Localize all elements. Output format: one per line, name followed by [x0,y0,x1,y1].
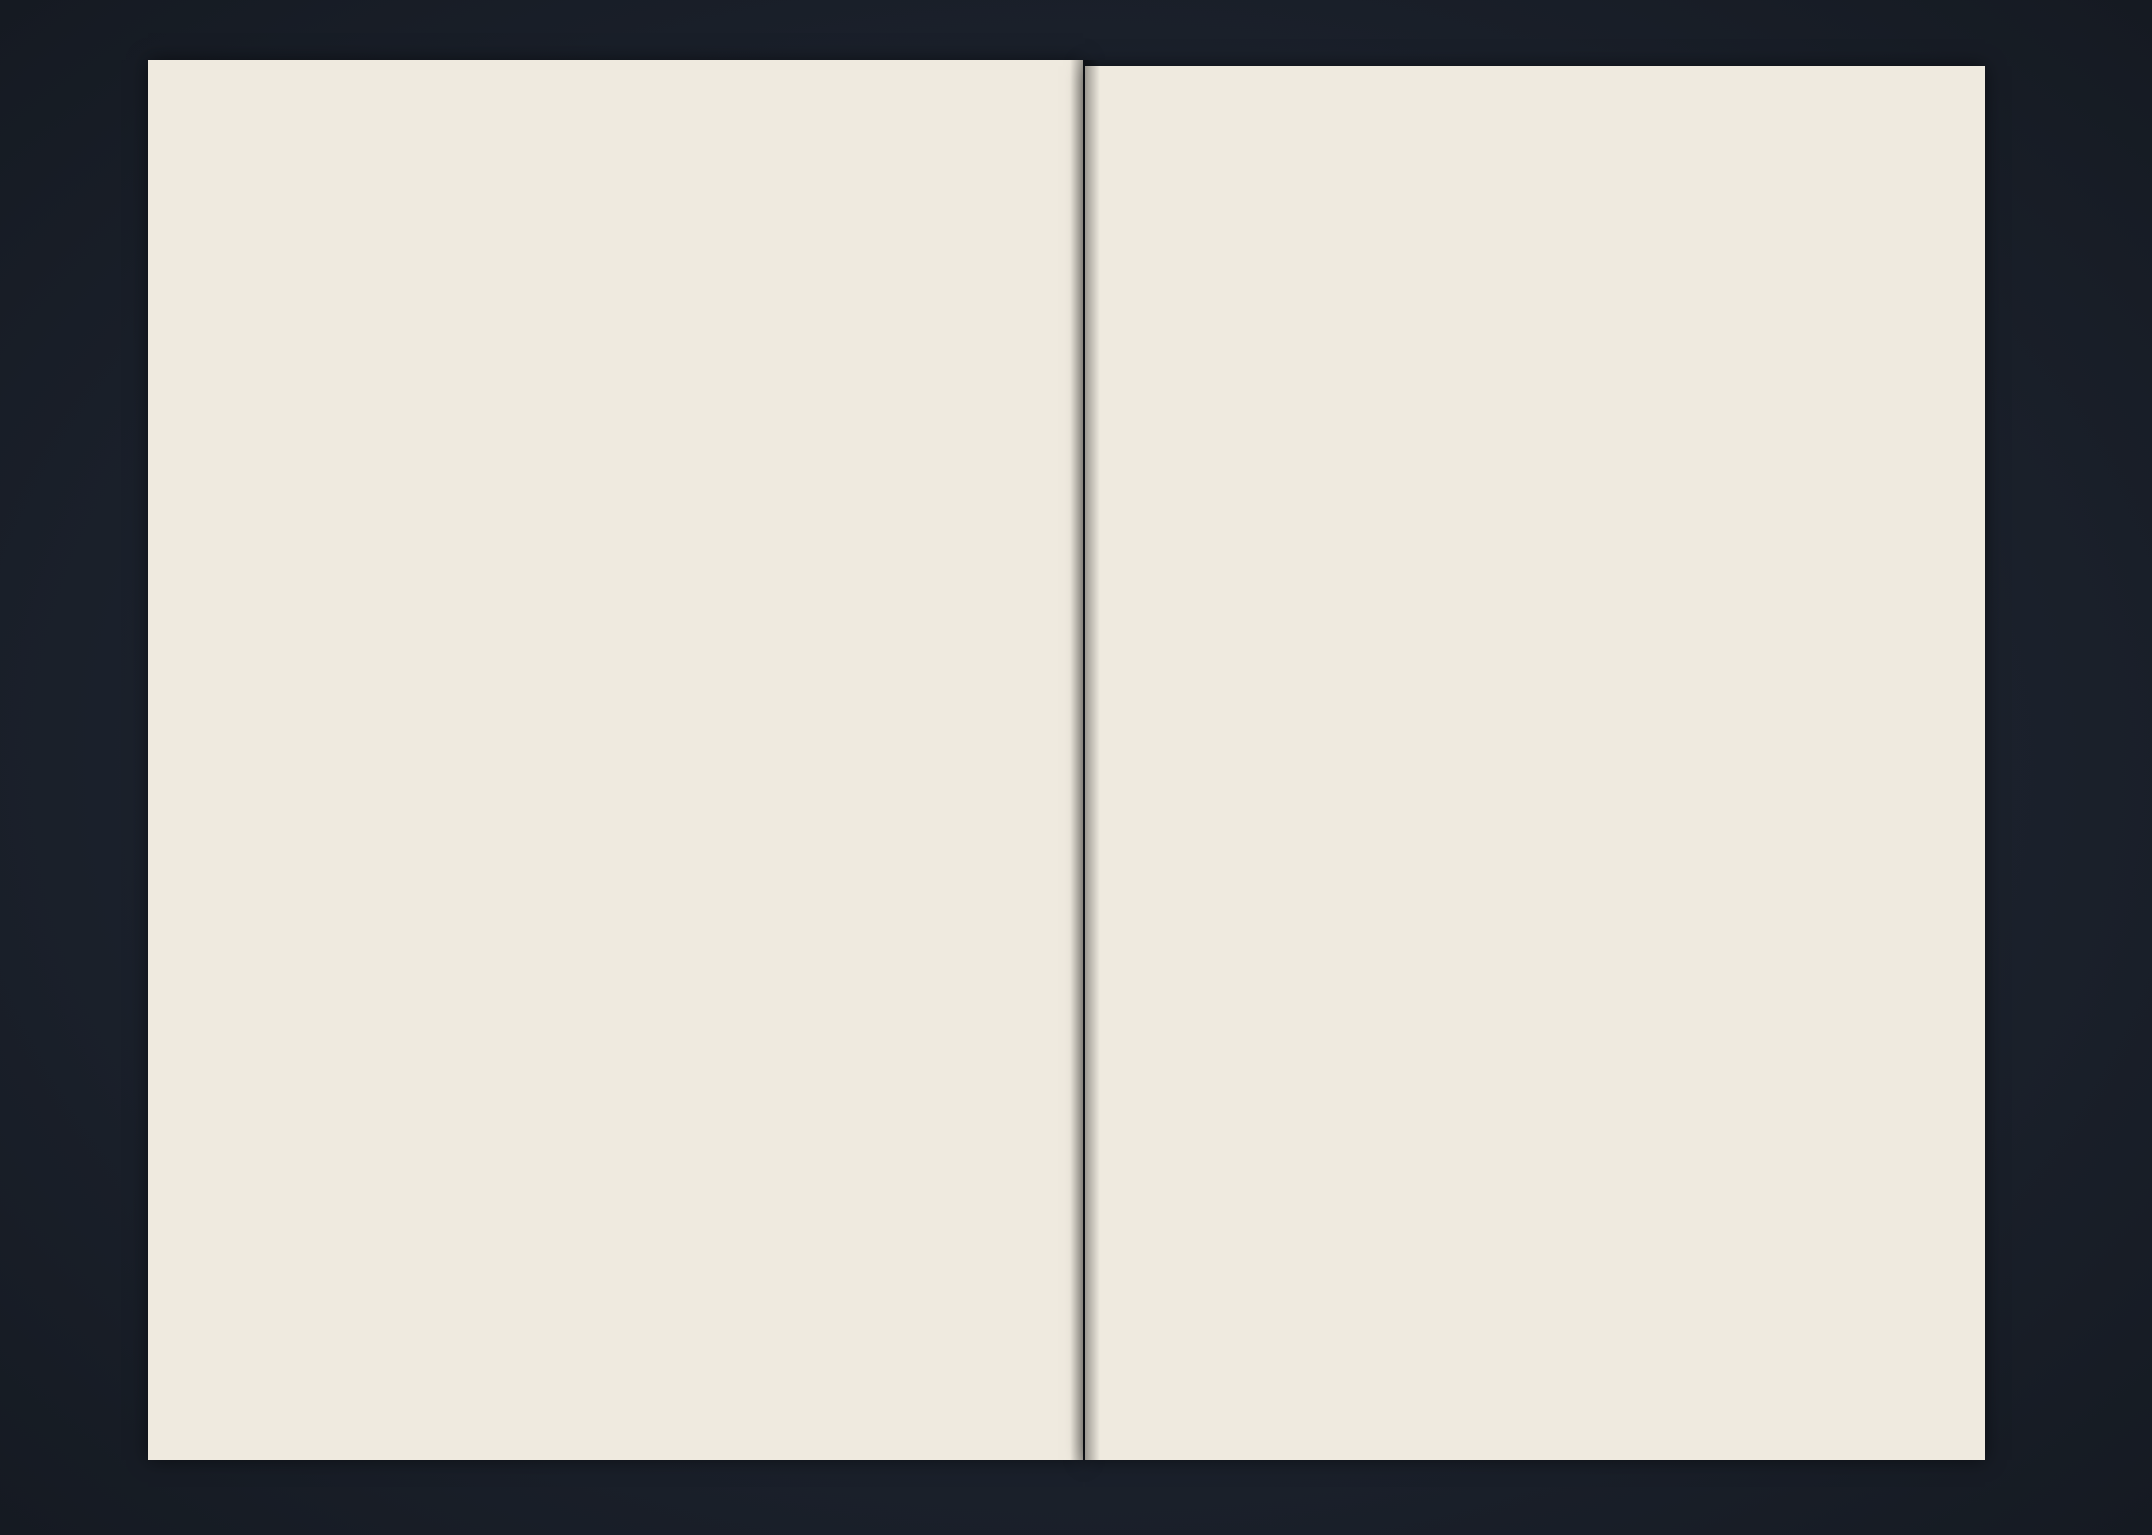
left-page [148,60,1083,1460]
book-gutter [1070,60,1100,1460]
right-page [1085,66,1985,1460]
